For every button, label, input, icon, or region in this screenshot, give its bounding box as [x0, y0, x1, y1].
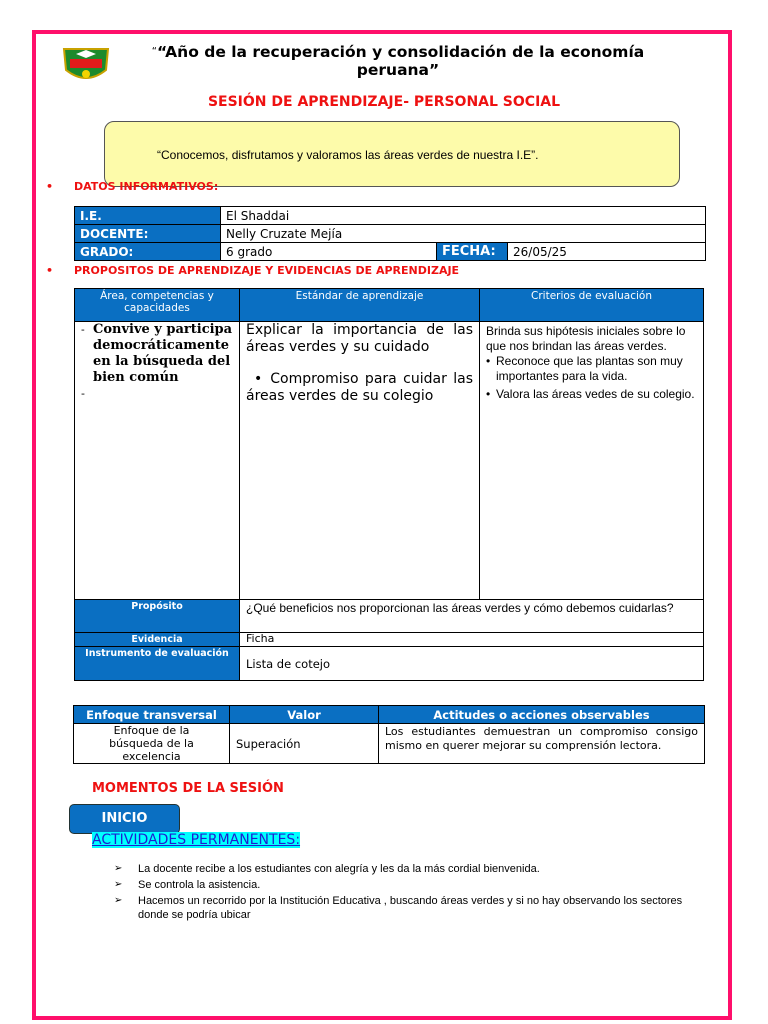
arrow-bullet-icon: ➢: [114, 879, 123, 890]
estandar-cell: [240, 322, 480, 600]
estandar-item: [246, 371, 473, 405]
col-header-area: Área, competencias y capacidades: [75, 289, 240, 322]
datos-table: [74, 206, 706, 261]
table-row: [75, 207, 706, 225]
criterio-text: Reconoce que las plantas son muy importantes para la vida.: [496, 354, 683, 383]
fecha-value: 26/05/25: [508, 243, 706, 261]
enfoque-value: Enfoque de la búsqueda de la excelencia: [74, 724, 230, 764]
bullet-icon: •: [254, 371, 263, 387]
momentos-heading: MOMENTOS DE LA SESIÓN: [92, 781, 284, 796]
actitud-value: Los estudiantes demuestran un compromiso consigo mismo en querer mejorar su comprensión lectora.: [379, 724, 705, 764]
grado-label: GRADO:: [75, 243, 221, 261]
criterio-item: Brinda sus hipótesis iniciales sobre lo que nos brindan las áreas verdes.: [486, 324, 686, 353]
fecha-label: FECHA:: [437, 243, 508, 261]
list-item-text: Hacemos un recorrido por la Institución Educativa , buscando áreas verdes y si no hay observando los sectores donde se podría ubicar: [138, 895, 683, 921]
col-header-actitudes: Actitudes o acciones observables: [379, 706, 705, 724]
competencia-cell: [75, 322, 240, 600]
actividades-list: [114, 862, 704, 924]
motto-quote-mark: “: [151, 46, 157, 57]
grado-value: 6 grado: [221, 243, 437, 261]
bullet-icon: •: [486, 387, 491, 401]
bullet-icon: •: [46, 264, 54, 277]
docente-value: Nelly Cruzate Mejía: [221, 225, 706, 243]
list-item-text: Se controla la asistencia.: [138, 879, 261, 891]
propositos-heading-text: PROPOSITOS DE APRENDIZAJE Y EVIDENCIAS DE APRENDIZAJE: [74, 264, 460, 277]
col-header-criterios: Criterios de evaluación: [480, 289, 704, 322]
criterio-text: Valora las áreas vedes de su colegio.: [496, 387, 695, 401]
ie-label: I.E.: [75, 207, 221, 225]
table-row: [75, 600, 704, 633]
session-name: “Conocemos, disfrutamos y valoramos las áreas verdes de nuestra I.E”.: [157, 148, 539, 162]
evidencia-value: Ficha: [240, 633, 704, 647]
competencia-text: Convive y participa democráticamente en la búsqueda del bien común: [93, 322, 233, 385]
criterio-item: [486, 354, 697, 384]
session-name-box: [104, 121, 680, 187]
inicio-label: INICIO: [69, 804, 180, 834]
datos-heading-text: DATOS INFORMATIVOS:: [74, 180, 219, 193]
enfoque-table: [73, 705, 705, 764]
ie-value: El Shaddai: [221, 207, 706, 225]
dash-marker: -: [81, 387, 85, 400]
docente-label: DOCENTE:: [75, 225, 221, 243]
col-header-enfoque: Enfoque transversal: [74, 706, 230, 724]
criterio-item: [486, 387, 697, 402]
estandar-item-text: Compromiso para cuidar las áreas verdes de su colegio: [246, 371, 473, 404]
session-title: SESIÓN DE APRENDIZAJE- PERSONAL SOCIAL: [207, 94, 561, 110]
table-row: [75, 289, 704, 322]
table-row: [75, 225, 706, 243]
actividades-heading: ACTIVIDADES PERMANENTES:: [92, 832, 301, 848]
bullet-icon: •: [46, 180, 54, 193]
col-header-estandar: Estándar de aprendizaje: [240, 289, 480, 322]
proposito-label: Propósito: [75, 600, 240, 633]
arrow-bullet-icon: ➢: [114, 863, 123, 874]
table-row: [74, 724, 705, 764]
criterios-cell: [480, 322, 704, 600]
motto-text: “Año de la recuperación y consolidación de la economía peruana”: [156, 43, 645, 79]
propositos-table: [74, 288, 704, 681]
school-logo: [62, 46, 110, 86]
table-row: [75, 647, 704, 681]
list-item-text: La docente recibe a los estudiantes con alegría y les da la más cordial bienvenida.: [138, 863, 540, 875]
dash-marker: -: [81, 323, 85, 336]
bullet-icon: •: [486, 354, 491, 368]
evidencia-label: Evidencia: [75, 633, 240, 647]
table-row: [75, 633, 704, 647]
valor-value: Superación: [230, 724, 379, 764]
table-row: [75, 243, 706, 261]
col-header-valor: Valor: [230, 706, 379, 724]
list-item: [114, 862, 704, 876]
year-motto: [128, 43, 668, 79]
list-item: [114, 894, 704, 922]
instrumento-label: Instrumento de evaluación: [75, 647, 240, 681]
arrow-bullet-icon: ➢: [114, 895, 123, 906]
proposito-value: ¿Qué beneficios nos proporcionan las áreas verdes y cómo debemos cuidarlas?: [240, 600, 704, 633]
instrumento-value: Lista de cotejo: [240, 647, 704, 681]
table-row: [75, 322, 704, 600]
estandar-item: Explicar la importancia de las áreas verdes y su cuidado: [246, 322, 473, 355]
list-item: [114, 878, 704, 892]
table-row: [74, 706, 705, 724]
